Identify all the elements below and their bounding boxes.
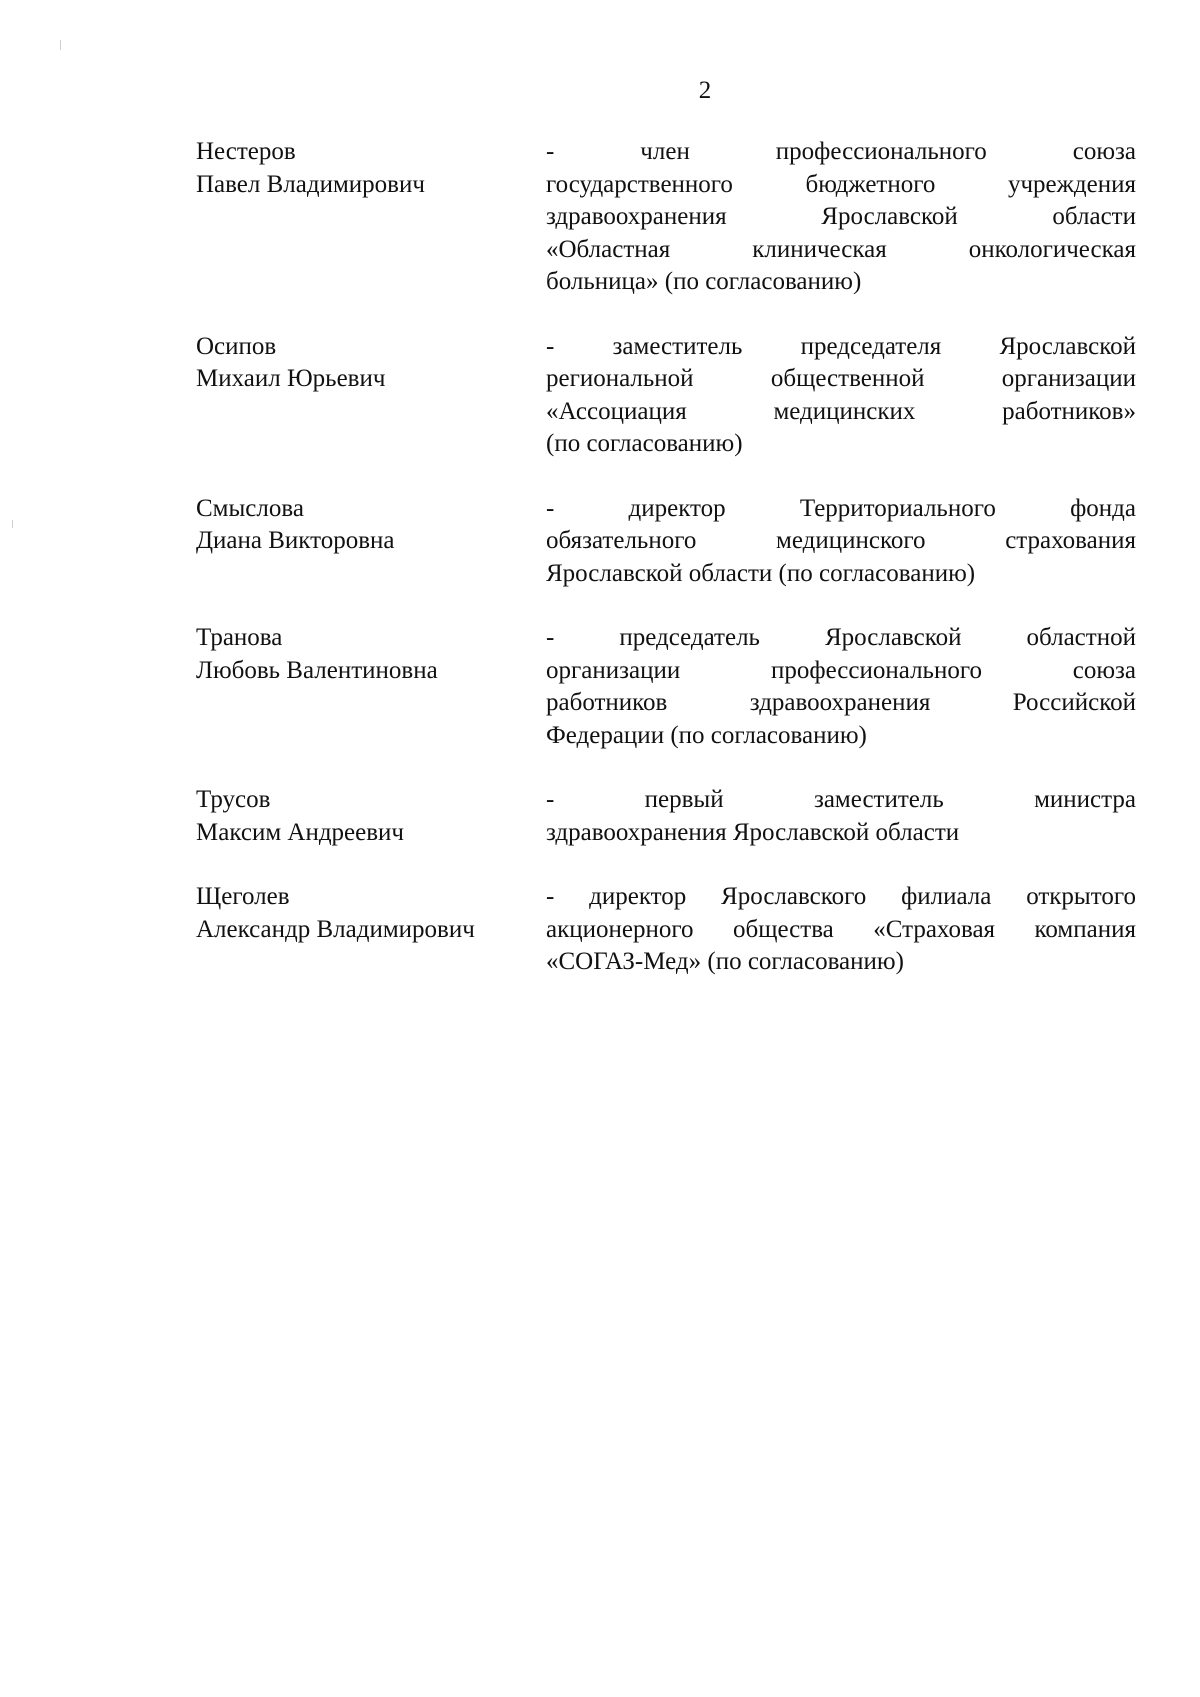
member-role (546, 136, 1136, 299)
member-name (196, 331, 546, 396)
member-role-line: больница» (по согласованию) (546, 268, 862, 295)
member-role (546, 784, 1136, 849)
member-role-line: региональной общественной организации (546, 365, 1136, 392)
member-given-names: Александр Владимирович (196, 915, 475, 943)
member-role-line: Федерации (по согласованию) (546, 721, 867, 749)
member-role-line: государственного бюджетного учреждения (546, 170, 1136, 198)
member-given-names: Павел Владимирович (196, 170, 425, 198)
member-role-line: работников здравоохранения Российской (546, 689, 1136, 716)
member-surname: Трусов (196, 786, 271, 813)
member-name (196, 622, 546, 687)
member-role (546, 493, 1136, 591)
member-entry (196, 331, 1136, 461)
member-role-line: - член профессионального союза (546, 138, 1136, 165)
member-role-line: - директор Ярославского филиала открытого (546, 883, 1136, 910)
member-role-line: «Областная клиническая онкологическая (546, 235, 1136, 263)
member-role-line: - первый заместитель министра (546, 786, 1136, 813)
member-given-names: Михаил Юрьевич (196, 365, 386, 392)
member-role (546, 622, 1136, 752)
member-entry (196, 622, 1136, 752)
member-name (196, 136, 546, 201)
member-entry (196, 784, 1136, 849)
member-surname: Осипов (196, 332, 277, 360)
member-role (546, 881, 1136, 979)
member-role-line: Ярославской области (по согласованию) (546, 559, 976, 587)
member-role-line: - заместитель председателя Ярославской (546, 332, 1136, 360)
member-role-line: «Ассоциация медицинских работников» (546, 397, 1136, 425)
member-role-line: (по согласованию) (546, 430, 743, 457)
member-role-line: обязательного медицинского страхования (546, 527, 1136, 554)
member-name (196, 493, 546, 558)
member-given-names: Любовь Валентиновна (196, 656, 438, 684)
member-given-names: Максим Андреевич (196, 818, 404, 846)
scan-edge-mark-top (60, 40, 61, 50)
member-entry (196, 881, 1136, 979)
member-entry (196, 136, 1136, 299)
member-role (546, 331, 1136, 461)
member-surname: Смыслова (196, 494, 304, 522)
member-surname: Нестеров (196, 138, 296, 165)
member-role-line: организации профессионального союза (546, 656, 1136, 684)
page-number: 2 (698, 77, 712, 104)
member-given-names: Диана Викторовна (196, 527, 395, 554)
member-role-line: здравоохранения Ярославской области (546, 203, 1136, 230)
member-role-line: здравоохранения Ярославской области (546, 818, 960, 846)
member-surname: Транова (196, 624, 283, 651)
member-role-line: - председатель Ярославской областной (546, 624, 1136, 651)
member-name (196, 784, 546, 849)
member-surname: Щеголев (196, 883, 290, 910)
member-role-line: - директор Территориального фонда (546, 494, 1136, 522)
member-list (196, 136, 1136, 979)
member-entry (196, 493, 1136, 591)
member-role-line: «СОГАЗ-Мед» (по согласованию) (546, 948, 904, 975)
member-name (196, 881, 546, 946)
member-role-line: акционерного общества «Страховая компания (546, 915, 1136, 943)
scan-edge-mark-left (12, 520, 13, 528)
